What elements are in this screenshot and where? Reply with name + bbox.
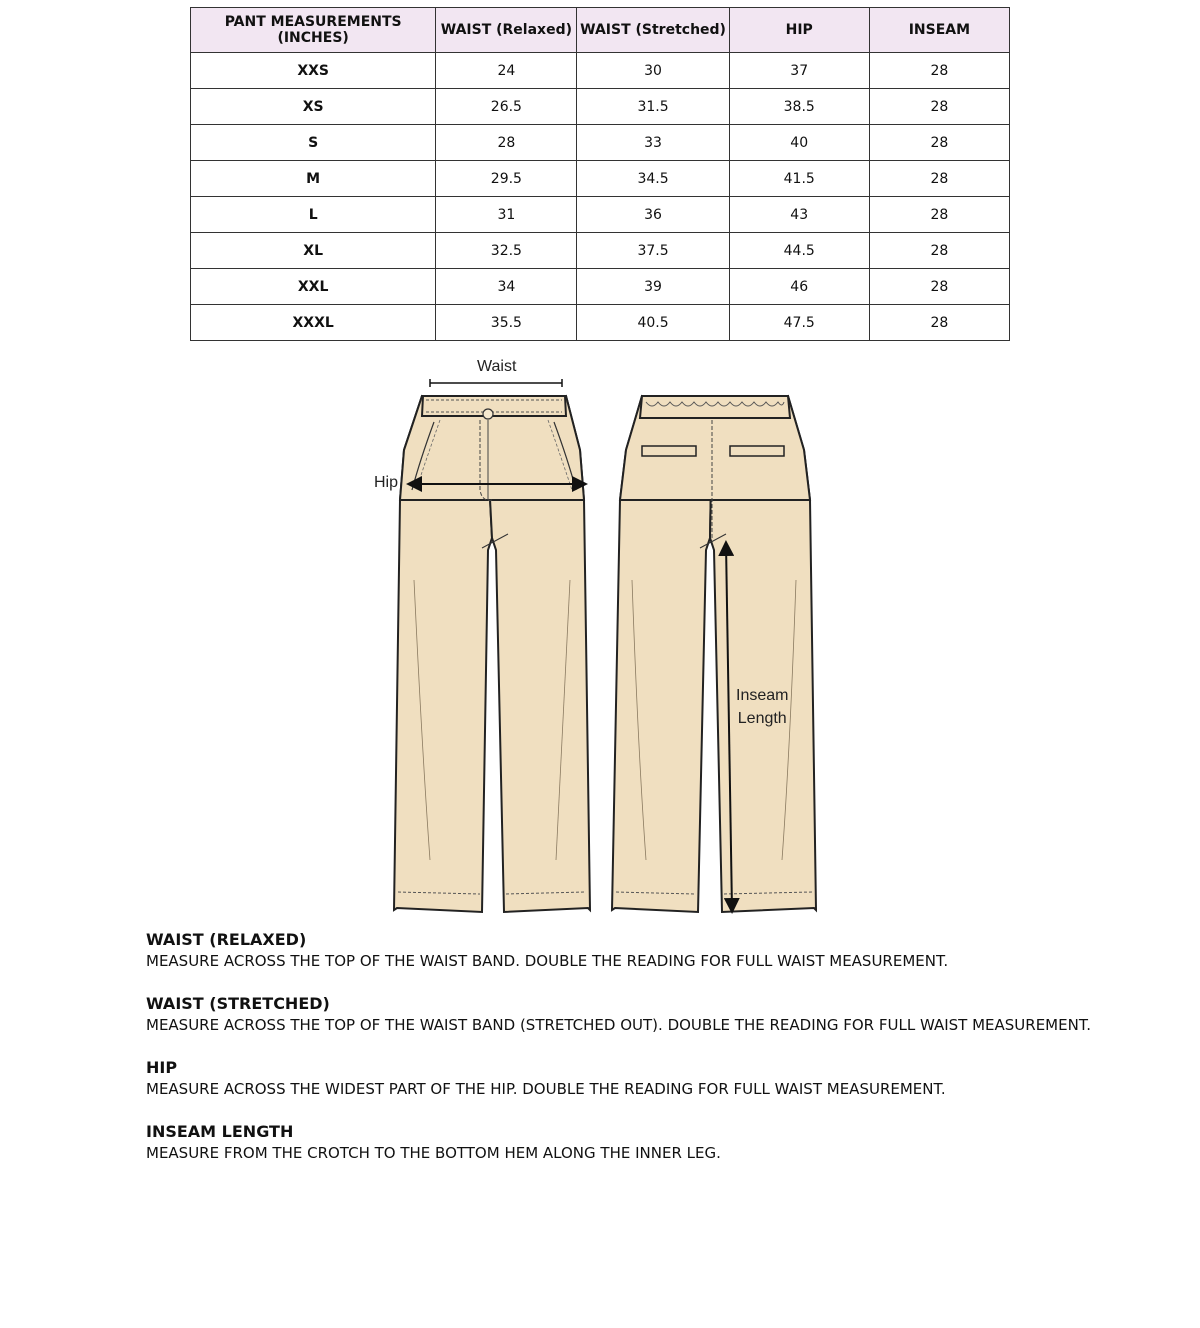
size-cell: XXL bbox=[191, 269, 436, 305]
table-cell: 32.5 bbox=[436, 233, 577, 269]
header-cell: PANT MEASUREMENTS (INCHES) bbox=[191, 8, 436, 53]
table-cell: 28 bbox=[869, 89, 1009, 125]
table-cell: 31.5 bbox=[577, 89, 729, 125]
table-cell: 28 bbox=[869, 305, 1009, 341]
header-cell: INSEAM bbox=[869, 8, 1009, 53]
table-row bbox=[191, 269, 1010, 305]
note-text: MEASURE ACROSS THE TOP OF THE WAIST BAND (STRETCHED OUT). DOUBLE THE READING FOR FULL WAIST MEASUREMENT. bbox=[146, 1016, 1091, 1034]
table-row bbox=[191, 89, 1010, 125]
pant-illustration bbox=[370, 350, 830, 990]
note-text: MEASURE FROM THE CROTCH TO THE BOTTOM HEM ALONG THE INNER LEG. bbox=[146, 1144, 721, 1162]
table-cell: 44.5 bbox=[729, 233, 869, 269]
note-title: WAIST (RELAXED) bbox=[146, 930, 307, 949]
size-cell: XXXL bbox=[191, 305, 436, 341]
size-cell: M bbox=[191, 161, 436, 197]
note-title: HIP bbox=[146, 1058, 178, 1077]
table-cell: 28 bbox=[869, 125, 1009, 161]
table-cell: 39 bbox=[577, 269, 729, 305]
note-text: MEASURE ACROSS THE TOP OF THE WAIST BAND. DOUBLE THE READING FOR FULL WAIST MEASUREMENT. bbox=[146, 952, 949, 970]
table-row bbox=[191, 161, 1010, 197]
note-inseam-length bbox=[146, 1122, 1146, 1164]
inseam-label-line1: Inseam bbox=[736, 687, 789, 704]
front-pants-drawing bbox=[394, 396, 590, 912]
table-cell: 41.5 bbox=[729, 161, 869, 197]
table-row bbox=[191, 197, 1010, 233]
table-cell: 34.5 bbox=[577, 161, 729, 197]
table-cell: 24 bbox=[436, 53, 577, 89]
back-pants-drawing bbox=[612, 396, 816, 912]
table-cell: 28 bbox=[869, 197, 1009, 233]
waist-label: Waist bbox=[477, 358, 517, 375]
size-chart-table bbox=[190, 7, 1010, 341]
table-row bbox=[191, 53, 1010, 89]
note-title: INSEAM LENGTH bbox=[146, 1122, 294, 1141]
waist-measure-line bbox=[430, 379, 562, 387]
table-cell: 28 bbox=[869, 53, 1009, 89]
table-cell: 29.5 bbox=[436, 161, 577, 197]
table-cell: 47.5 bbox=[729, 305, 869, 341]
table-cell: 30 bbox=[577, 53, 729, 89]
table-cell: 36 bbox=[577, 197, 729, 233]
note-title: WAIST (STRETCHED) bbox=[146, 994, 330, 1013]
table-cell: 35.5 bbox=[436, 305, 577, 341]
size-cell: XS bbox=[191, 89, 436, 125]
hip-label: Hip bbox=[374, 474, 399, 491]
header-cell: WAIST (Relaxed) bbox=[436, 8, 577, 53]
table-row bbox=[191, 125, 1010, 161]
measurement-instructions bbox=[146, 930, 1146, 1186]
header-cell: HIP bbox=[729, 8, 869, 53]
pant-measurement-diagram bbox=[370, 350, 830, 990]
table-cell: 46 bbox=[729, 269, 869, 305]
header-cell: WAIST (Stretched) bbox=[577, 8, 729, 53]
table-cell: 31 bbox=[436, 197, 577, 233]
note-text: MEASURE ACROSS THE WIDEST PART OF THE HIP. DOUBLE THE READING FOR FULL WAIST MEASUREMENT. bbox=[146, 1080, 946, 1098]
inseam-label bbox=[736, 684, 788, 730]
table-cell: 33 bbox=[577, 125, 729, 161]
note-waist-stretched bbox=[146, 994, 1146, 1036]
size-cell: S bbox=[191, 125, 436, 161]
table-cell: 28 bbox=[869, 233, 1009, 269]
size-cell: XL bbox=[191, 233, 436, 269]
size-cell: L bbox=[191, 197, 436, 233]
table-cell: 37 bbox=[729, 53, 869, 89]
table-cell: 43 bbox=[729, 197, 869, 233]
table-cell: 34 bbox=[436, 269, 577, 305]
table-cell: 28 bbox=[869, 161, 1009, 197]
table-header-row bbox=[191, 8, 1010, 53]
size-cell: XXS bbox=[191, 53, 436, 89]
note-hip bbox=[146, 1058, 1146, 1100]
table-cell: 40.5 bbox=[577, 305, 729, 341]
table-cell: 38.5 bbox=[729, 89, 869, 125]
table-cell: 37.5 bbox=[577, 233, 729, 269]
table-cell: 28 bbox=[869, 269, 1009, 305]
table-cell: 28 bbox=[436, 125, 577, 161]
inseam-label-line2: Length bbox=[737, 710, 787, 727]
table-row bbox=[191, 233, 1010, 269]
table-cell: 26.5 bbox=[436, 89, 577, 125]
note-waist-relaxed bbox=[146, 930, 1146, 972]
table-cell: 40 bbox=[729, 125, 869, 161]
table-row bbox=[191, 305, 1010, 341]
